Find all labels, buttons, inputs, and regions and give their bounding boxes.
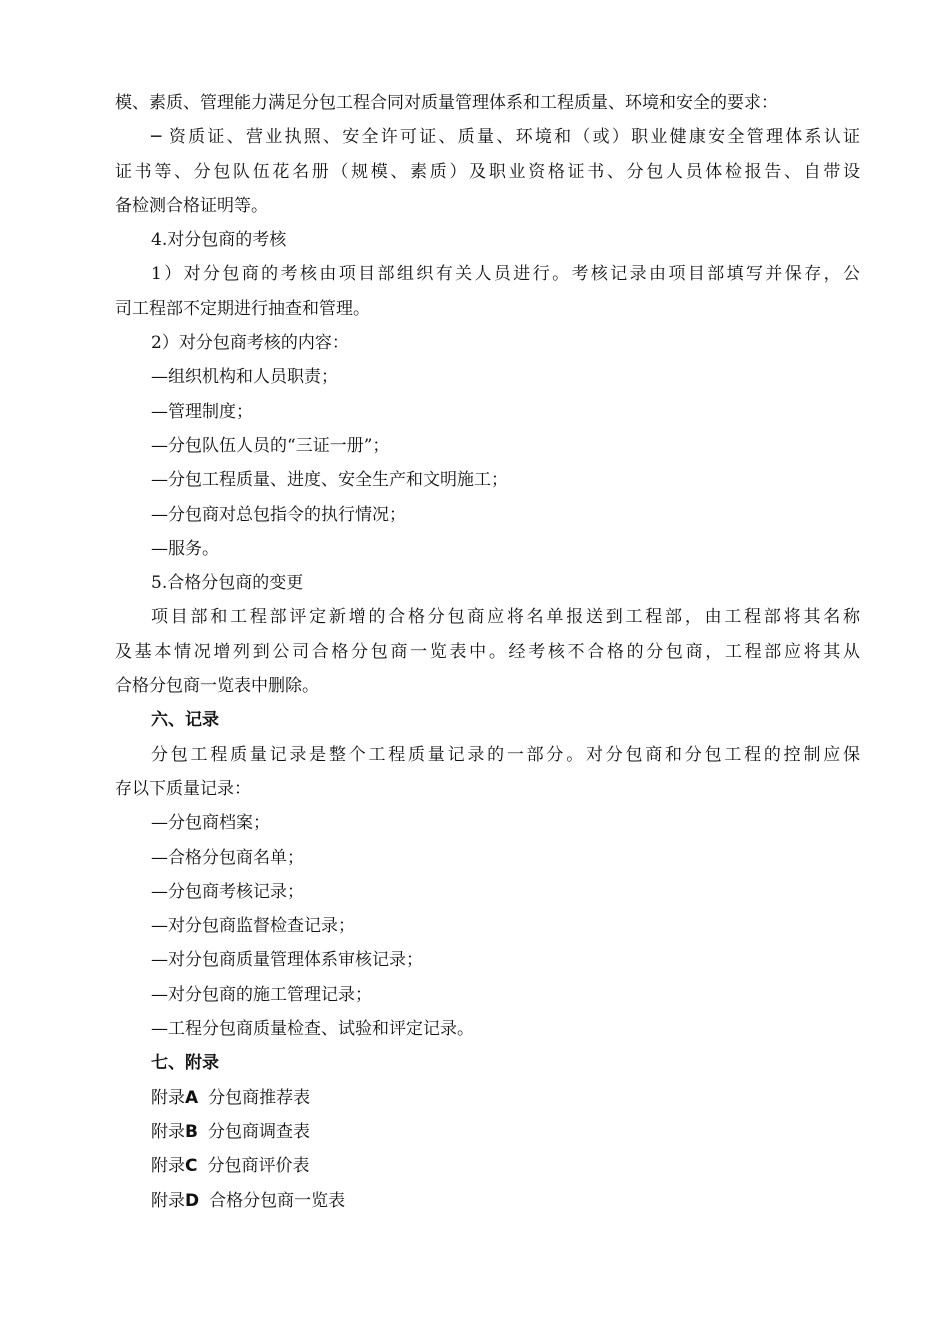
text-line: 1）对分包商的考核由项目部组织有关人员进行。考核记录由项目部填写并保存，公	[151, 264, 860, 285]
text-line: —分包商档案；	[151, 813, 270, 834]
text-line: —分包商考核记录；	[151, 881, 304, 902]
appendix-letter: C	[185, 1156, 198, 1177]
appendix-item	[115, 1081, 860, 1115]
text-line: —组织机构和人员职责；	[151, 367, 338, 388]
text-line: —对分包商的施工管理记录；	[151, 984, 372, 1005]
section-heading: 七、附录	[151, 1053, 219, 1074]
text-line: 合格分包商一览表中删除。	[115, 676, 319, 697]
appendix-item	[115, 1115, 860, 1149]
appendix-item	[115, 1184, 860, 1218]
appendix-prefix: 附录	[151, 1121, 185, 1142]
appendix-title: 分包商推荐表	[208, 1087, 311, 1108]
text-line: 分包工程质量记录是整个工程质量记录的一部分。对分包商和分包工程的控制应保	[151, 744, 860, 765]
text-line: 及基本情况增列到公司合格分包商一览表中。经考核不合格的分包商，工程部应将其从	[115, 641, 860, 662]
text-line: 2）对分包商考核的内容：	[151, 333, 349, 354]
text-line: ─ 资质证、营业执照、安全许可证、质量、环境和（或）职业健康安全管理体系认证	[151, 127, 860, 148]
text-line: —分包商对总包指令的执行情况；	[151, 504, 406, 525]
text-line: —服务。	[151, 538, 219, 559]
text-line: 项目部和工程部评定新增的合格分包商应将名单报送到工程部，由工程部将其名称	[151, 607, 860, 628]
document-page	[115, 86, 860, 1218]
appendix-letter: A	[185, 1087, 199, 1108]
appendix-letter: B	[185, 1121, 198, 1142]
text-line: —管理制度；	[151, 401, 253, 422]
text-line: —分包队伍人员的“三证一册”；	[151, 435, 390, 456]
appendix-title: 分包商调查表	[207, 1121, 310, 1142]
text-line: 证书等、分包队伍花名册（规模、素质）及职业资格证书、分包人员体检报告、自带设	[115, 161, 860, 182]
text-line: 司工程部不定期进行抽查和管理。	[115, 298, 370, 319]
text-line: 存以下质量记录：	[115, 778, 251, 799]
text-line: 备检测合格证明等。	[115, 195, 268, 216]
text-line: —对分包商监督检查记录；	[151, 916, 355, 937]
appendix-title: 合格分包商一览表	[209, 1190, 346, 1211]
text-line: —工程分包商质量检查、试验和评定记录。	[151, 1019, 474, 1040]
appendix-letter: D	[185, 1190, 200, 1211]
text-line: —合格分包商名单；	[151, 847, 304, 868]
appendix-list	[115, 1081, 860, 1218]
document-body	[115, 86, 860, 1081]
text-line: —分包工程质量、进度、安全生产和文明施工；	[151, 470, 508, 491]
appendix-title: 分包商评价表	[207, 1156, 310, 1177]
text-line: 5.合格分包商的变更	[151, 573, 304, 594]
section-heading: 六、记录	[151, 710, 219, 731]
appendix-prefix: 附录	[151, 1087, 185, 1108]
text-line: —对分包商质量管理体系审核记录；	[151, 950, 423, 971]
appendix-prefix: 附录	[151, 1156, 185, 1177]
appendix-item	[115, 1149, 860, 1183]
text-line: 模、素质、管理能力满足分包工程合同对质量管理体系和工程质量、环境和安全的要求：	[115, 93, 778, 113]
text-line: 4.对分包商的考核	[151, 230, 287, 251]
appendix-prefix: 附录	[151, 1190, 185, 1211]
